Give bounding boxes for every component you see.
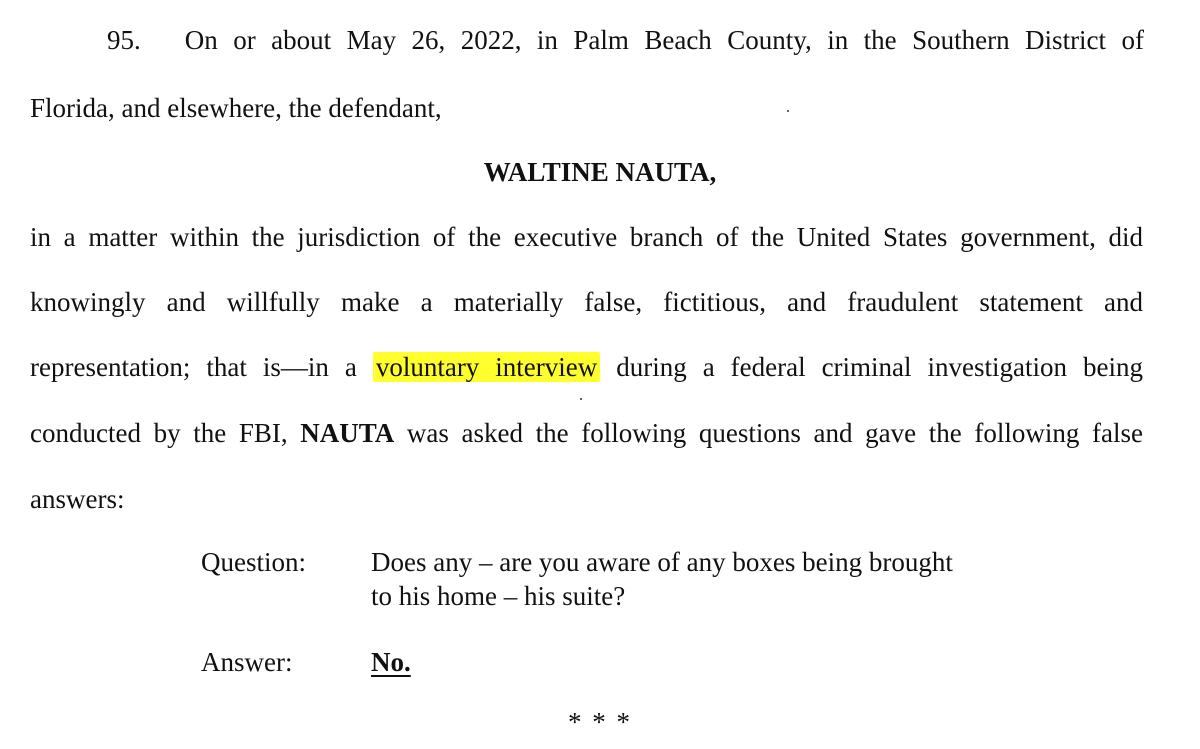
body-line-3-before: representation; that is—in a [30,352,373,382]
body-line-3-after: during a federal criminal investigation being [600,352,1143,382]
body-line-4-before: conducted by the FBI, [30,418,301,448]
question-line-2: to his home – his suite? [371,581,626,611]
answer-text: No. [371,647,411,677]
body-line-4 [30,416,1143,450]
paragraph-95-line-1 [107,23,1144,57]
body-line-4-after: was asked the following questions and gave the following false [394,418,1143,448]
body-line-2: knowingly and willfully make a materially false, fictitious, and fraudulent statement and [30,287,1143,317]
scan-speck [580,398,582,400]
highlighted-phrase: voluntary interview [373,352,600,382]
paragraph-line-1-text: On or about May 26, 2022, in Palm Beach County, in the Southern District of [184,25,1144,55]
scan-speck [787,110,789,112]
paragraph-95-line-2: Florida, and elsewhere, the defendant, [30,93,442,123]
section-separator: * * * [568,707,632,737]
body-line-3 [30,350,1143,384]
answer-label: Answer: [201,647,293,677]
defendant-name: WALTINE NAUTA, [483,157,717,187]
body-line-5: answers: [30,484,125,514]
question-label: Question: [201,547,306,577]
defendant-surname: NAUTA [300,418,395,448]
body-line-1: in a matter within the jurisdiction of the executive branch of the United States government, did [30,222,1143,252]
paragraph-number: 95. [107,25,141,55]
question-line-1: Does any – are you aware of any boxes being brought [371,547,953,577]
